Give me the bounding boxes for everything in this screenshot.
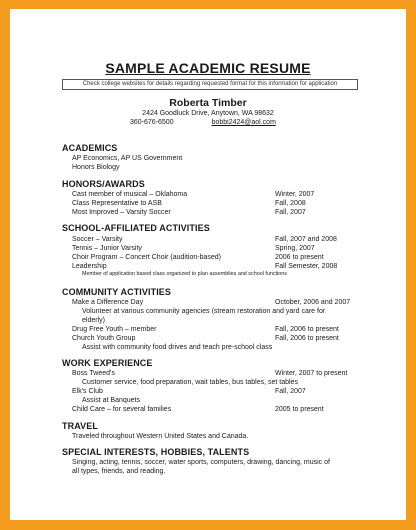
community-detail: Volunteer at various community agencies (stream restoration and yard care for [82, 308, 326, 315]
resume-page [10, 9, 406, 520]
school-item: Soccer – Varsity [72, 236, 123, 243]
applicant-email[interactable]: bobbi2424@aol.com [211, 119, 276, 126]
document-title: SAMPLE ACADEMIC RESUME [105, 60, 311, 76]
section-heading-academics: ACADEMICS [62, 143, 118, 153]
format-notice-box: Check college websites for details regarding requested format for this information for application [62, 79, 358, 90]
section-heading-honors: HONORS/AWARDS [62, 179, 145, 189]
school-date: Fall Semester, 2008 [275, 263, 338, 270]
section-heading-interests: SPECIAL INTERESTS, HOBBIES, TALENTS [62, 447, 250, 457]
work-item: Child Care – for several families [72, 406, 172, 413]
work-detail: Assist at Banquets [82, 397, 140, 404]
travel-text: Traveled throughout Western United States and Canada. [72, 433, 249, 440]
work-item: Elk's Club [72, 388, 103, 395]
work-date: 2005 to present [275, 406, 324, 413]
academics-item: Honors Biology [72, 164, 120, 171]
work-detail: Customer service, food preparation, wait tables, bus tables, set tables [82, 379, 298, 386]
honors-item: Class Representative to ASB [72, 200, 162, 207]
leadership-note: Member of application based class organized to plan assemblies and school functions [82, 271, 287, 277]
school-item: Tennis – Junior Varsity [72, 245, 142, 252]
section-heading-work: WORK EXPERIENCE [62, 358, 153, 368]
community-detail: Assist with community food drives and teach pre-school class [82, 344, 273, 351]
work-date: Winter, 2007 to present [275, 370, 348, 377]
applicant-address: 2424 Goodluck Drive, Anytown, WA 98632 [142, 110, 274, 117]
community-item: Church Youth Group [72, 335, 136, 342]
applicant-name: Roberta Timber [169, 97, 247, 109]
honors-date: Fall, 2008 [275, 200, 306, 207]
community-date: October, 2006 and 2007 [275, 299, 351, 306]
interests-text: all types, friends, and reading. [72, 468, 166, 475]
section-heading-community: COMMUNITY ACTIVITIES [62, 287, 172, 297]
community-detail: elderly) [82, 317, 105, 324]
section-heading-school-activities: SCHOOL-AFFILIATED ACTIVITIES [62, 223, 210, 233]
applicant-phone: 360-676-6500 [130, 119, 174, 126]
interests-text: Singing, acting, tennis, soccer, water sports, computers, drawing, dancing, music of [72, 459, 330, 466]
honors-date: Winter, 2007 [275, 191, 315, 198]
honors-item: Most Improved – Varsity Soccer [72, 209, 171, 216]
work-date: Fall, 2007 [275, 388, 306, 395]
community-date: Fall, 2006 to present [275, 326, 339, 333]
academics-item: AP Economics, AP US Government [72, 155, 183, 162]
community-item: Make a Difference Day [72, 299, 144, 306]
school-date: Spring, 2007 [275, 245, 315, 252]
school-item: Leadership [72, 263, 107, 270]
work-item: Boss Tweed's [72, 370, 115, 377]
honors-item: Cast member of musical – Oklahoma [72, 191, 188, 198]
honors-date: Fall, 2007 [275, 209, 306, 216]
contact-line [130, 119, 276, 126]
community-date: Fall, 2006 to present [275, 335, 339, 342]
school-date: Fall, 2007 and 2008 [275, 236, 337, 243]
community-item: Drug Free Youth – member [72, 326, 157, 333]
school-item: Choir Program – Concert Choir (audition-based) [72, 254, 222, 261]
school-date: 2006 to present [275, 254, 324, 261]
section-heading-travel: TRAVEL [62, 421, 98, 431]
